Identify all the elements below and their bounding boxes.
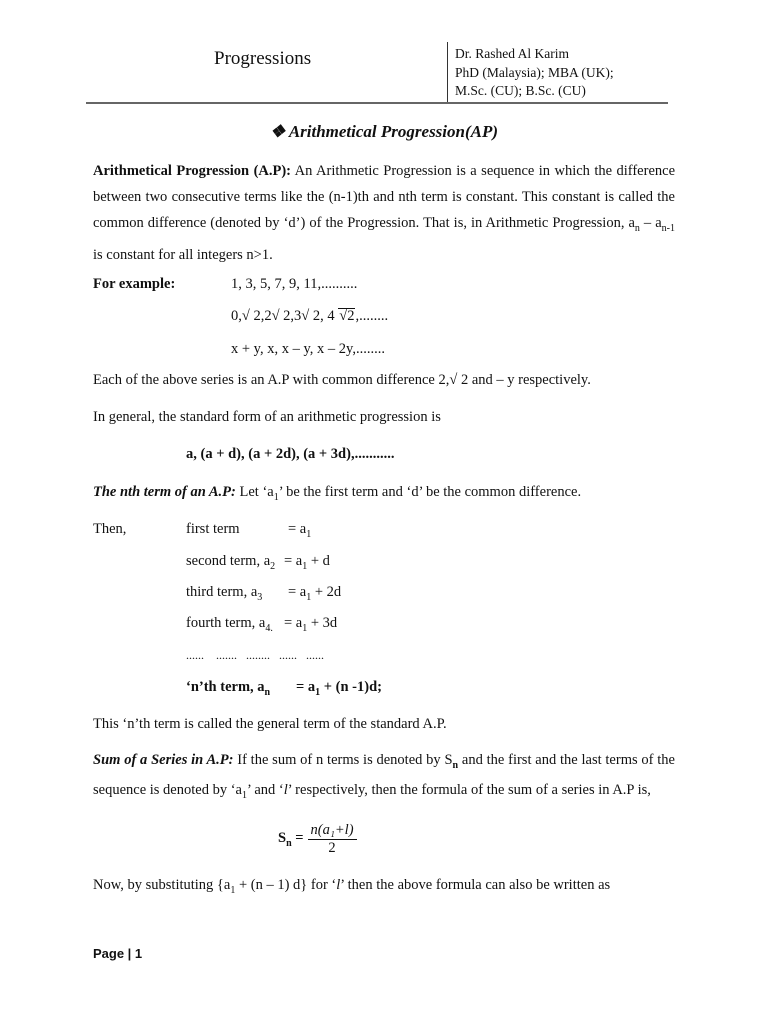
- nth-term-sub: 1: [273, 491, 279, 503]
- general-term-text: This ‘n’th term is called the general term of the standard A.P.: [93, 716, 447, 732]
- sum-formula: [278, 822, 357, 857]
- fourth-term-value: = $a_1 + 3d$: [284, 615, 338, 634]
- page-number-footer: Page | 1: [93, 946, 143, 961]
- header-author-block: [455, 45, 614, 101]
- formula-numerator: n(a₁+l): [308, 822, 357, 840]
- fourth-term-label: fourth term, $a_{4.}$: [186, 615, 273, 634]
- substituting-text-1: Now, by substituting {a: [93, 877, 231, 893]
- intro-sub-n1: n-1: [661, 222, 675, 234]
- intro-paragraph: [93, 158, 675, 268]
- first-term-label: first term: [186, 521, 240, 537]
- second-term-value: = $a_1 + d$: [284, 553, 330, 572]
- first-term-value: = $a_1$: [288, 521, 312, 540]
- example-3: x + y, x, x – y, x – 2y,........: [231, 341, 385, 357]
- sum-sub-n: n: [452, 759, 459, 771]
- example-2-end: ,........: [355, 308, 389, 324]
- header-divider-vertical: [447, 42, 448, 104]
- author-name: Dr. Rashed Al Karim: [455, 46, 569, 61]
- sum-text-4: ’ respectively, then the formula of the sum of a series in A.P is,: [287, 781, 651, 798]
- examples-label: For example:: [93, 276, 176, 292]
- example-2: [231, 308, 388, 325]
- example-2-radical: √2: [339, 308, 355, 324]
- substituting-text-3: ’ then the above formula can also be written as: [340, 877, 611, 893]
- general-form-intro: In general, the standard form of an arithmetic progression is: [93, 409, 441, 425]
- author-degrees-line-1: PhD (Malaysia); MBA (UK);: [455, 64, 614, 80]
- third-term-label: third term, $a_3$: [186, 584, 263, 603]
- sum-text-1: If the sum of n terms is denoted by S: [233, 752, 453, 768]
- page-header-title: Progressions: [214, 48, 312, 69]
- general-form: a, (a + d), (a + 2d), (a + 3d),...........: [186, 446, 395, 462]
- sum-text-3: ’ and ‘: [246, 781, 284, 798]
- nth-term-label: The nth term of an A.P:: [93, 484, 236, 500]
- example-2-start: 0,√ 2,2√ 2,3√ 2, 4: [231, 308, 339, 324]
- example-1: 1, 3, 5, 7, 9, 11,..........: [231, 276, 358, 292]
- intro-text: An Arithmetic Progression is a sequence in which the difference between two consecutive terms like the (n-1)th and nth term is constant. This constant is called the common difference (denoted by ‘d’) of the Progression. That is, in Arithmetic Progression, a: [93, 163, 676, 231]
- third-term-value: = $a_1 + 2d$: [288, 584, 342, 603]
- substituting-l: l: [336, 877, 341, 893]
- nth-term-label-row: ‘n’th term, $a_n$: [186, 679, 271, 698]
- sum-l: l: [283, 781, 288, 798]
- common-difference-text: Each of the above series is an A.P with common difference 2,√ 2 and – y respectively.: [93, 372, 591, 388]
- nth-term-sentence: [93, 484, 581, 503]
- sum-paragraph: [93, 748, 675, 808]
- then-label: Then,: [93, 521, 127, 537]
- substituting-sub: 1: [230, 884, 236, 896]
- substituting-text-2: + (n – 1) d} for ‘: [235, 877, 337, 893]
- header-divider-horizontal: [86, 102, 668, 104]
- intro-label: Arithmetical Progression (A.P):: [93, 163, 292, 179]
- sum-text-2: and the first and the last terms of the sequence is denoted by ‘a: [93, 752, 675, 798]
- nth-term-text: Let ‘a: [235, 484, 274, 500]
- intro-minus: – a: [639, 215, 662, 231]
- nth-term-text-2: ’ be the first term and ‘d’ be the common difference.: [278, 484, 582, 500]
- sum-sub-1: 1: [241, 789, 247, 801]
- formula-fraction: [308, 822, 357, 857]
- substituting-line: [93, 872, 675, 904]
- formula-denominator: 2: [328, 840, 336, 856]
- second-term-label: second term, $a_2$: [186, 553, 276, 572]
- sum-label: Sum of a Series in A.P:: [93, 752, 234, 768]
- ellipsis-row: ...... ....... ........ ...... ......: [186, 648, 324, 662]
- formula-lhs: $S_n$ =: [278, 830, 304, 849]
- intro-tail: is constant for all integers n>1.: [93, 246, 273, 263]
- intro-sub-n: n: [634, 222, 640, 234]
- section-title: ❖ Arithmetical Progression(AP): [269, 122, 499, 141]
- author-degrees-line-2: M.Sc. (CU); B.Sc. (CU): [455, 83, 586, 98]
- nth-term-value: = $a_1 + (n$ -1)d;: [296, 679, 382, 698]
